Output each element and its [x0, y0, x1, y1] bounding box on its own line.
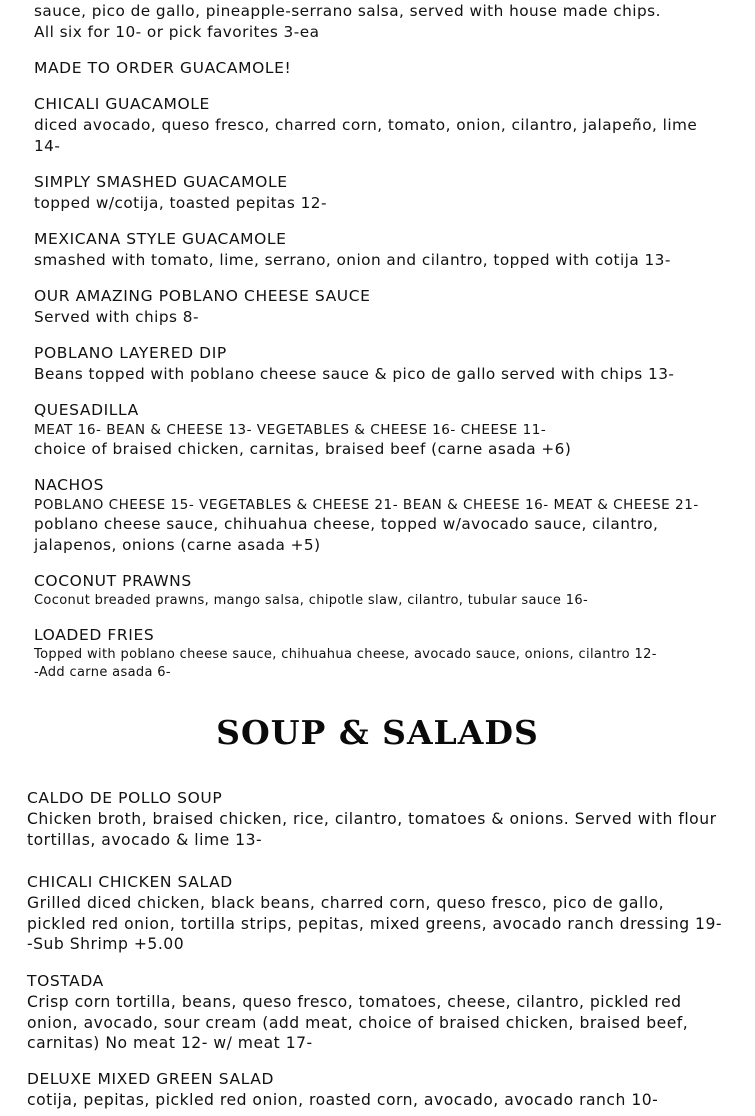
- menu-item-quesadilla: [34, 400, 571, 460]
- menu-item-coconut-prawns: [34, 571, 588, 610]
- item-description: tortillas, avocado & lime 13-: [27, 830, 263, 849]
- item-options: MEAT 16- BEAN & CHEESE 13- VEGETABLES & CHEESE 16- CHEESE 11-: [34, 422, 547, 438]
- item-description: poblano cheese sauce, chihuahua cheese, topped w/avocado sauce, cilantro,: [34, 515, 659, 533]
- item-add-on: -Add carne asada 6-: [34, 665, 171, 680]
- item-description: Served with chips 8-: [34, 308, 199, 326]
- item-description: pickled red onion, tortilla strips, pepitas, mixed greens, avocado ranch dressing 19-: [27, 914, 723, 933]
- item-name: CHICALI CHICKEN SALAD: [27, 873, 233, 891]
- guacamole-header-text: MADE TO ORDER GUACAMOLE!: [34, 59, 292, 77]
- menu-item-chicali-chicken-salad: [27, 872, 722, 955]
- item-name: NACHOS: [34, 476, 105, 494]
- item-description: Topped with poblano cheese sauce, chihuahua cheese, avocado sauce, onions, cilantro 12-: [34, 647, 657, 662]
- menu-item-poblano-layered-dip: [34, 343, 674, 385]
- item-description: onion, avocado, sour cream (add meat, choice of braised chicken, braised beef,: [27, 1013, 689, 1032]
- section-title-soup-salads: SOUP & SALADS: [216, 713, 539, 752]
- item-price: 14-: [34, 136, 61, 155]
- item-name: CHICALI GUACAMOLE: [34, 95, 210, 113]
- menu-item-caldo-de-pollo-soup: [27, 788, 716, 850]
- item-description: topped w/cotija, toasted pepitas 12-: [34, 194, 327, 212]
- item-name: LOADED FRIES: [34, 626, 155, 644]
- item-name: SIMPLY SMASHED GUACAMOLE: [34, 173, 288, 191]
- menu-item-chicali-guacamole: [34, 94, 697, 156]
- item-description: diced avocado, queso fresco, charred corn, tomato, onion, cilantro, jalapeño, lime: [34, 116, 698, 134]
- guacamole-header: [34, 58, 291, 79]
- item-name: DELUXE MIXED GREEN SALAD: [27, 1070, 275, 1088]
- item-description: smashed with tomato, lime, serrano, onion and cilantro, topped with cotija 13-: [34, 251, 671, 269]
- item-description: Coconut breaded prawns, mango salsa, chipotle slaw, cilantro, tubular sauce 16-: [34, 593, 589, 608]
- item-description: carnitas) No meat 12- w/ meat 17-: [27, 1034, 313, 1053]
- item-description: choice of braised chicken, carnitas, braised beef (carne asada +6): [34, 440, 572, 458]
- item-name: MEXICANA STYLE GUACAMOLE: [34, 230, 287, 248]
- item-description: cotija, pepitas, pickled red onion, roasted corn, avocado, avocado ranch 10-: [27, 1091, 659, 1109]
- menu-item-simply-smashed-guacamole: [34, 172, 327, 214]
- menu-item-poblano-cheese-sauce: [34, 286, 371, 328]
- item-description: jalapenos, onions (carne asada +5): [34, 535, 321, 554]
- item-options: POBLANO CHEESE 15- VEGETABLES & CHEESE 21- BEAN & CHEESE 16- MEAT & CHEESE 21-: [34, 497, 699, 513]
- menu-item-loaded-fries: [34, 625, 657, 682]
- item-name: OUR AMAZING POBLANO CHEESE SAUCE: [34, 287, 371, 305]
- menu-item-tostada: [27, 971, 688, 1054]
- salsa-sampler-description: [34, 1, 661, 42]
- menu-item-nachos: [34, 475, 699, 555]
- item-name: CALDO DE POLLO SOUP: [27, 789, 223, 807]
- item-name: TOSTADA: [27, 972, 104, 990]
- item-add-on: -Sub Shrimp +5.00: [27, 935, 185, 954]
- item-name: QUESADILLA: [34, 401, 139, 419]
- item-description: Chicken broth, braised chicken, rice, cilantro, tomatoes & onions. Served with flour: [27, 810, 717, 828]
- item-description: Crisp corn tortilla, beans, queso fresco, tomatoes, cheese, cilantro, pickled red: [27, 993, 682, 1011]
- menu-item-deluxe-mixed-green-salad: [27, 1069, 658, 1111]
- description-line: All six for 10- or pick favorites 3-ea: [34, 22, 320, 41]
- item-name: POBLANO LAYERED DIP: [34, 344, 227, 362]
- item-name: COCONUT PRAWNS: [34, 572, 192, 590]
- description-line: sauce, pico de gallo, pineapple-serrano salsa, served with house made chips.: [34, 2, 661, 20]
- item-description: Grilled diced chicken, black beans, charred corn, queso fresco, pico de gallo,: [27, 894, 665, 912]
- menu-item-mexicana-style-guacamole: [34, 229, 671, 271]
- item-description: Beans topped with poblano cheese sauce & pico de gallo served with chips 13-: [34, 365, 675, 383]
